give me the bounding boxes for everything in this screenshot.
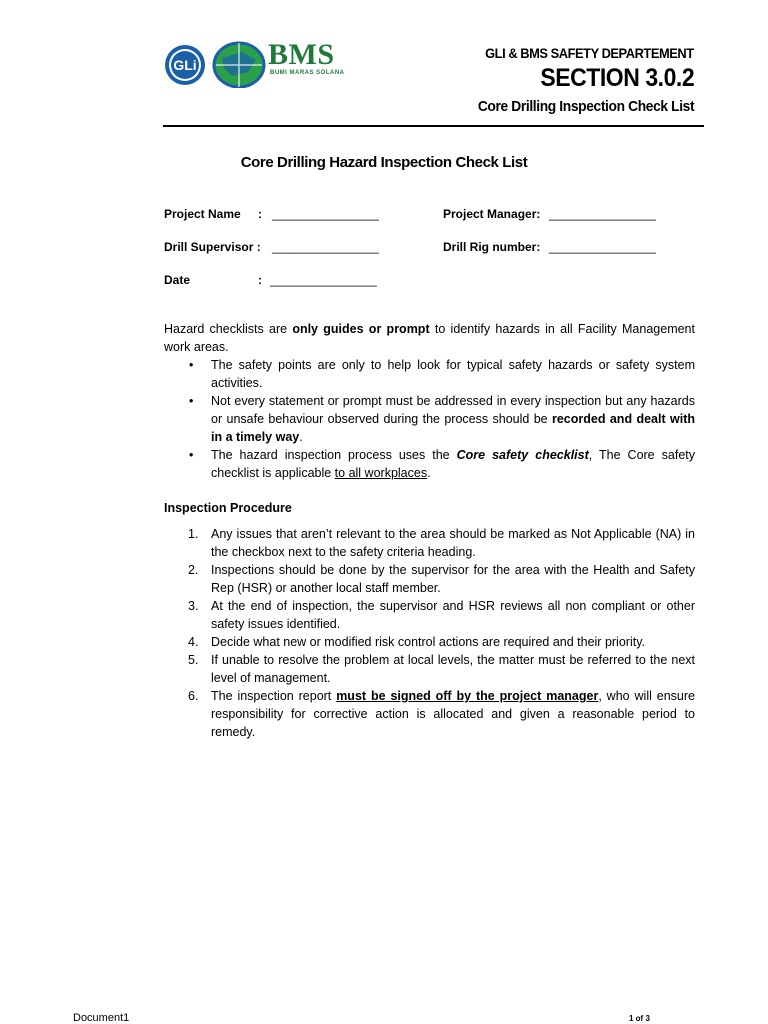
step-number: 3. <box>188 599 199 613</box>
bullet-text-bold-italic: Core safety checklist <box>456 448 589 462</box>
procedure-step <box>164 561 695 597</box>
procedure-step <box>164 651 695 687</box>
date-separator: : <box>258 273 262 287</box>
step-text: At the end of inspection, the supervisor and HSR reviews all non compliant or other safety issues identified. <box>211 599 695 631</box>
procedure-step <box>164 633 695 651</box>
bullet-glyph: • <box>189 448 194 462</box>
intro-text-a: Hazard checklists are <box>164 322 293 336</box>
bullet-text: Not every statement or prompt must be addressed in every inspection but any hazards or unsafe behaviour observed during the process should be <box>211 394 695 426</box>
date-label: Date <box>164 273 191 287</box>
bullet-text-underlined: to all workplaces <box>334 466 428 480</box>
bullet-text: , The Core safety checklist is applicable <box>211 448 695 480</box>
project-name-label: Project Name <box>164 207 241 221</box>
step-text: Decide what new or modified risk control actions are required and their priority. <box>211 635 645 649</box>
step-text: , who will ensure responsibility for corrective action is allocated and given a reasonable period to remedy. <box>211 689 695 739</box>
bullet-item <box>164 392 695 446</box>
procedure-heading: Inspection Procedure <box>164 501 292 515</box>
gli-logo <box>163 43 207 87</box>
step-number: 6. <box>188 689 199 703</box>
step-text: If unable to resolve the problem at local levels, the matter must be referred to the next level of management. <box>211 653 695 685</box>
bullet-text: The hazard inspection process uses the <box>211 448 457 462</box>
step-text: Inspections should be done by the supervisor for the area with the Health and Safety Rep (HSR) or another local staff member. <box>211 563 695 595</box>
bullet-text: . <box>427 466 431 480</box>
project-manager-label: Project Manager: <box>443 207 541 221</box>
bullet-text: . <box>299 430 303 444</box>
footer-document-name: Document1 <box>73 1012 130 1024</box>
bullet-glyph: • <box>189 394 194 408</box>
header-subtitle: Core Drilling Inspection Check List <box>477 98 694 115</box>
drill-supervisor-field[interactable]: ________________ <box>272 240 379 254</box>
bullet-text: The safety points are only to help look for typical safety hazards or safety system activities. <box>211 358 695 390</box>
intro-text-bold: only guides or prompt <box>292 322 430 336</box>
step-text: Any issues that aren’t relevant to the area should be marked as Not Applicable (NA) in the checkbox next to the safety criteria heading. <box>211 527 695 559</box>
bullet-item <box>164 356 695 392</box>
date-field[interactable]: ________________ <box>270 273 377 287</box>
bms-logo-text: BMS <box>268 38 335 71</box>
bullet-item <box>164 446 695 482</box>
step-text-bold-underlined: must be signed off by the project manager <box>336 689 599 703</box>
svg-text:GLi: GLi <box>173 57 197 73</box>
project-name-separator: : <box>258 207 262 221</box>
bms-logo-subtext: BUMI MARAS SOLANA <box>270 70 345 76</box>
bullet-text-bold: recorded and dealt with in a timely way <box>211 412 695 444</box>
step-number: 5. <box>188 653 199 667</box>
drill-supervisor-label: Drill Supervisor : <box>164 240 261 254</box>
header-divider <box>163 125 704 127</box>
intro-paragraph <box>164 320 695 356</box>
step-number: 1. <box>188 527 199 541</box>
bullet-glyph: • <box>189 358 194 372</box>
drill-rig-label: Drill Rig number: <box>443 240 541 254</box>
department-title: GLI & BMS SAFETY DEPARTEMENT <box>485 45 694 61</box>
step-text: The inspection report <box>211 689 337 703</box>
procedure-section <box>164 525 695 741</box>
intro-text-b: to identify hazards in all Facility Management work areas. <box>164 322 695 354</box>
document-title: Core Drilling Hazard Inspection Check List <box>240 154 528 171</box>
drill-rig-field[interactable]: ________________ <box>549 240 656 254</box>
procedure-step <box>164 525 695 561</box>
step-number: 2. <box>188 563 199 577</box>
intro-section <box>164 320 695 482</box>
procedure-step <box>164 687 695 741</box>
step-number: 4. <box>188 635 199 649</box>
footer-page-number: 1 of 3 <box>629 1014 650 1023</box>
project-manager-field[interactable]: ________________ <box>549 207 656 221</box>
project-name-field[interactable]: ________________ <box>272 207 379 221</box>
procedure-step <box>164 597 695 633</box>
intro-bullet-list <box>164 356 695 482</box>
procedure-list <box>164 525 695 741</box>
section-number: SECTION 3.0.2 <box>540 64 694 92</box>
